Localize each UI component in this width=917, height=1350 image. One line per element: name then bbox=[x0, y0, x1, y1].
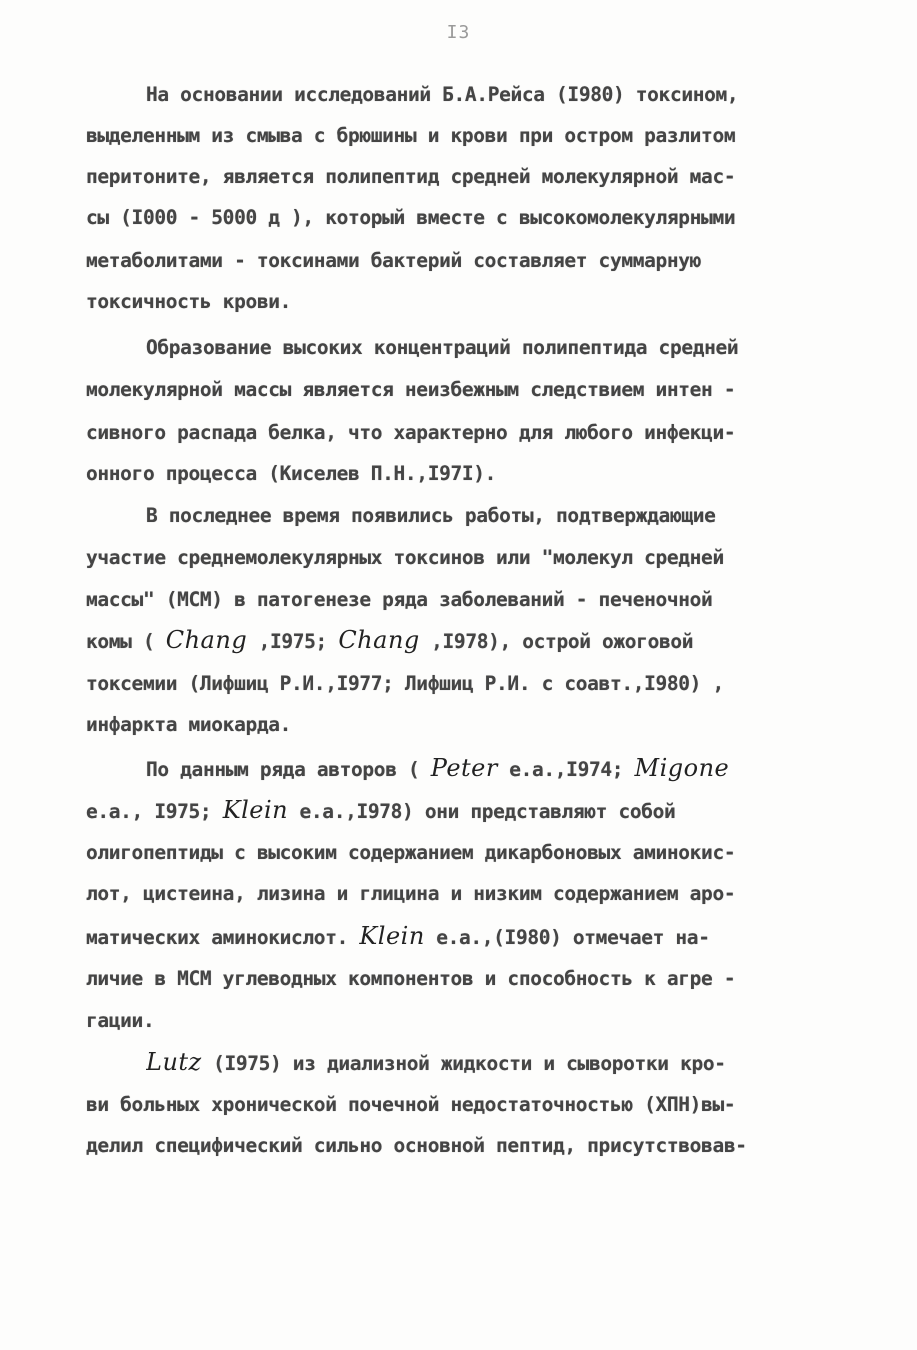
text-line: На основании исследований Б.А.Рейса (I980) токсином, bbox=[146, 83, 739, 106]
text-line: массы" (МСМ) в патогенезе ряда заболеваний - печеночной bbox=[86, 588, 713, 611]
text-line: сивного распада белка, что характерно для любого инфекци- bbox=[86, 421, 736, 444]
text-line: токсемии (Лифшиц Р.И.,I977; Лифшиц Р.И. с соавт.,I980) , bbox=[86, 672, 724, 695]
handwritten-author: Peter bbox=[430, 754, 498, 782]
text-line: перитоните, является полипептид средней молекулярной мас- bbox=[86, 165, 736, 188]
text-line: лот, цистеина, лизина и глицина и низким содержанием аро- bbox=[86, 882, 736, 905]
text-line: делил специфический сильно основной пептид, присутствовав- bbox=[86, 1134, 747, 1157]
text-line: личие в МСМ углеводных компонентов и способность к агре - bbox=[86, 967, 736, 990]
text-line: матических аминокислот. Klein e.a.,(I980) отмечает на- bbox=[86, 922, 710, 950]
text-line: молекулярной массы является неизбежным следствием интен - bbox=[86, 378, 736, 401]
text-line: Lutz (I975) из диализной жидкости и сыворотки кро- bbox=[146, 1048, 726, 1076]
text-line: Образование высоких концентраций полипептида средней bbox=[146, 336, 739, 359]
handwritten-author: Migone bbox=[634, 754, 730, 782]
text-line: онного процесса (Киселев П.Н.,I97I). bbox=[86, 462, 497, 485]
text-line: сы (I000 - 5000 д ), который вместе с высокомолекулярными bbox=[86, 206, 736, 229]
text-line: участие среднемолекулярных токсинов или "молекул средней bbox=[86, 546, 724, 569]
text-line: метаболитами - токсинами бактерий составляет суммарную bbox=[86, 249, 702, 272]
handwritten-author: Klein bbox=[222, 796, 289, 824]
text-line: токсичность крови. bbox=[86, 290, 292, 313]
text-line: e.a., I975; Klein e.a.,I978) они представляют собой bbox=[86, 796, 676, 824]
handwritten-author: Chang bbox=[165, 626, 248, 654]
handwritten-author: Klein bbox=[359, 922, 425, 950]
text-line: комы ( Chang ,I975; Chang ,I978), острой ожоговой bbox=[86, 626, 694, 654]
handwritten-author: Lutz bbox=[146, 1048, 202, 1076]
text-line: олигопептиды с высоким содержанием дикарбоновых аминокис- bbox=[86, 841, 736, 864]
text-line: В последнее время появились работы, подтверждающие bbox=[146, 504, 716, 527]
text-line: инфаркта миокарда. bbox=[86, 713, 292, 736]
page-number: I3 bbox=[446, 22, 471, 43]
handwritten-author: Chang bbox=[338, 626, 420, 654]
text-line: гации. bbox=[86, 1009, 155, 1032]
text-line: выделенным из смыва с брюшины и крови при остром разлитом bbox=[86, 124, 736, 147]
text-line: По данным ряда авторов ( Peter e.a.,I974; Migone bbox=[146, 754, 730, 782]
text-line: ви больных хронической почечной недостаточностью (ХПН)вы- bbox=[86, 1093, 736, 1116]
